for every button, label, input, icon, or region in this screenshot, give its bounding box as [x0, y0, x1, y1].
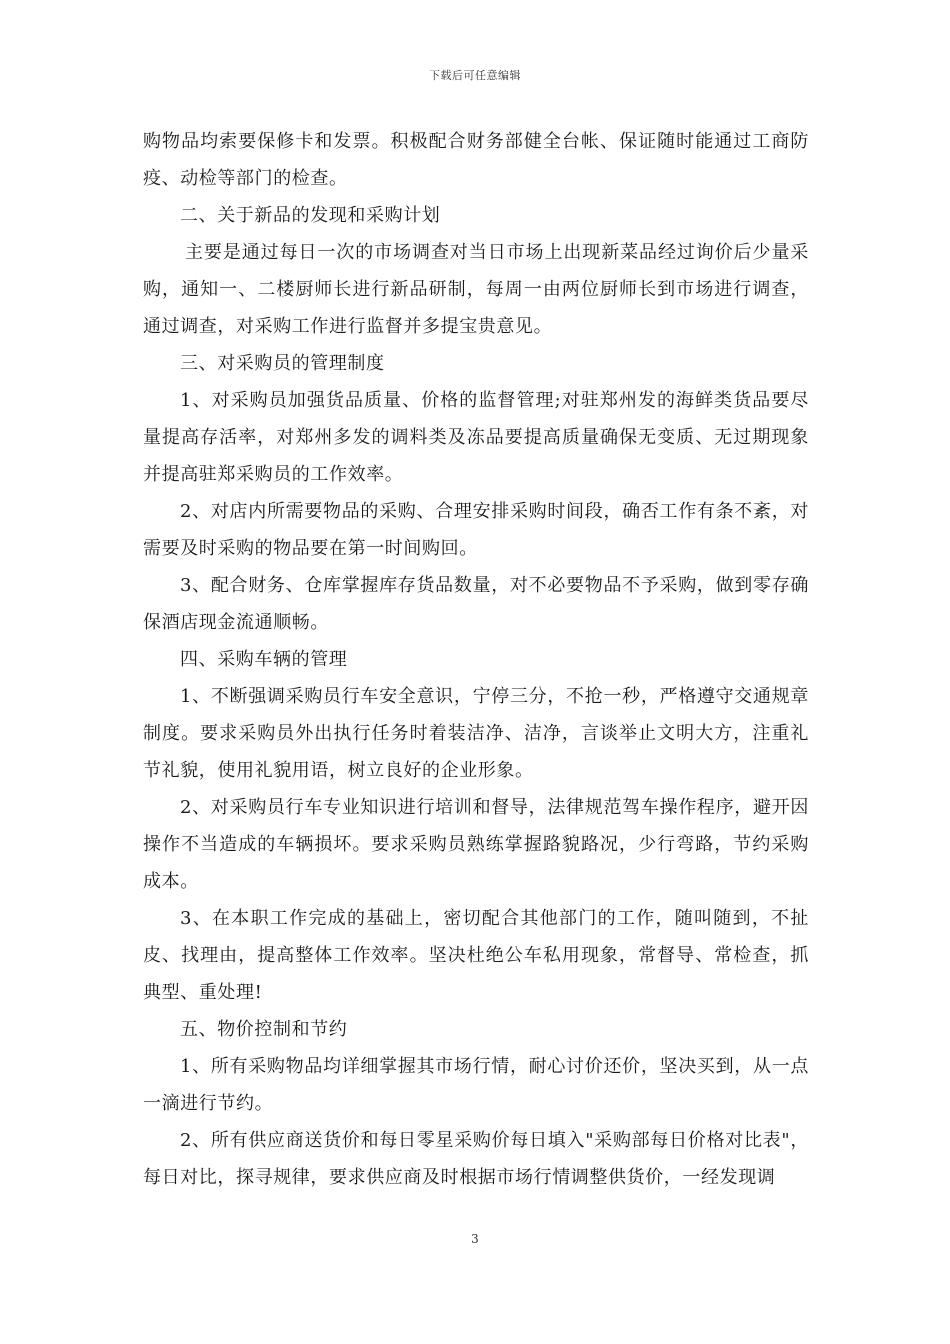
paragraph: 2、所有供应商送货价和每日零星采购价每日填入"采购部每日价格对比表"，每日对比，探寻规律，要求供应商及时根据市场行情调整供货价，一经发现调: [143, 1130, 809, 1188]
paragraph: 2、对店内所需要物品的采购、合理安排采购时间段，确否工作有条不紊，对需要及时采购的物品要在第一时间购回。: [143, 501, 809, 559]
paragraph: 购物品均索要保修卡和发票。积极配合财务部健全台帐、保证随时能通过工商防疫、动检等部门的检查。: [143, 131, 809, 189]
paragraph: 1、对采购员加强货品质量、价格的监督管理;对驻郑州发的海鲜类货品要尽量提高存活率，对郑州多发的调料类及冻品要提高质量确保无变质、无过期现象并提高驻郑采购员的工作效率。: [143, 390, 809, 485]
paragraph: 1、不断强调采购员行车安全意识，宁停三分，不抢一秒，严格遵守交通规章制度。要求采购员外出执行任务时着装洁净、洁净，言谈举止文明大方，注重礼节礼貌，使用礼貌用语，树立良好的企业形象。: [143, 686, 809, 781]
paragraph: 主要是通过每日一次的市场调查对当日市场上出现新菜品经过询价后少量采购，通知一、二楼厨师长进行新品研制，每周一由两位厨师长到市场进行调查，通过调查，对采购工作进行监督并多提宝贵意见。: [143, 242, 809, 337]
document-body: [143, 123, 809, 1196]
paragraph: 3、在本职工作完成的基础上，密切配合其他部门的工作，随叫随到，不扯皮、找理由，提高整体工作效率。坚决杜绝公车私用现象，常督导、常检查，抓典型、重处理!: [143, 908, 809, 1003]
section-heading: 五、物价控制和节约: [180, 1019, 348, 1040]
page-header: 下载后可任意编辑: [429, 69, 521, 82]
paragraph: 2、对采购员行车专业知识进行培训和督导，法律规范驾车操作程序，避开因操作不当造成的车辆损坏。要求采购员熟练掌握路貌路况，少行弯路，节约采购成本。: [143, 797, 809, 892]
section-heading: 四、采购车辆的管理: [180, 649, 348, 670]
paragraph: 1、所有采购物品均详细掌握其市场行情，耐心讨价还价，坚决买到，从一点一滴进行节约。: [143, 1056, 809, 1114]
page-number: 3: [471, 1232, 479, 1246]
paragraph: 3、配合财务、仓库掌握库存货品数量，对不必要物品不予采购，做到零存确保酒店现金流通顺畅。: [143, 575, 809, 633]
section-heading: 三、对采购员的管理制度: [180, 353, 385, 374]
section-heading: 二、关于新品的发现和采购计划: [180, 205, 441, 226]
